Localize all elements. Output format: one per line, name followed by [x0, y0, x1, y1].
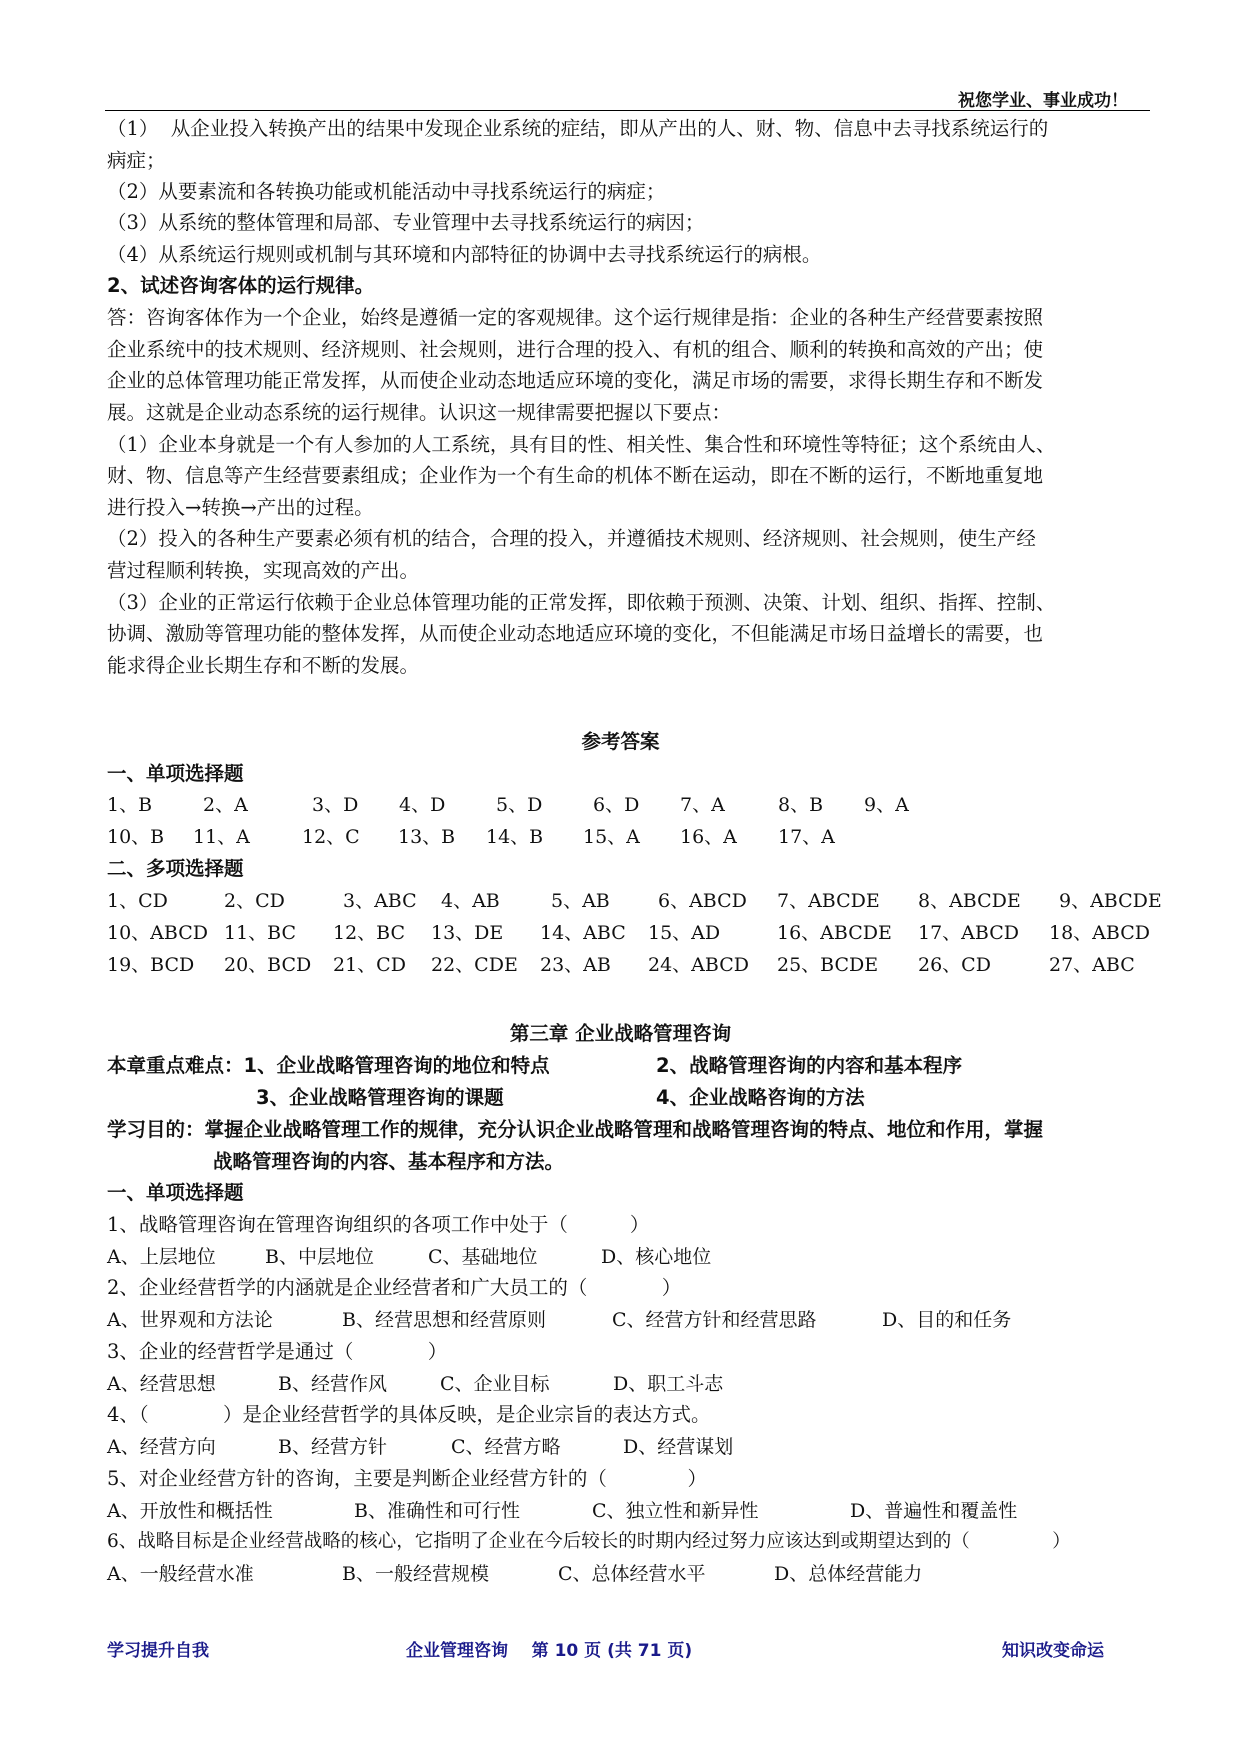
answer-cell: 13、DE [431, 922, 504, 944]
option: A、一般经营水准 [107, 1563, 254, 1585]
answer-cell: 4、D [399, 794, 446, 816]
answer-line: （1）企业本身就是一个有人参加的人工系统，具有目的性、相关性、集合性和环境性等特征；这个系统由人、 [107, 433, 1056, 456]
option: C、经营方略 [451, 1436, 561, 1458]
section-heading: 一、单项选择题 [107, 762, 244, 785]
answer-cell: 17、A [778, 826, 835, 848]
option: B、经营方针 [278, 1436, 387, 1458]
footer-right: 知识改变命运 [1002, 1641, 1104, 1661]
section-heading: 一、单项选择题 [107, 1181, 244, 1204]
answer-cell: 5、AB [551, 890, 610, 912]
option: B、中层地位 [265, 1246, 374, 1268]
option: B、准确性和可行性 [354, 1500, 520, 1522]
answer-cell: 8、ABCDE [918, 890, 1021, 912]
answer-cell: 2、CD [224, 890, 285, 912]
answer-cell: 15、AD [648, 922, 721, 944]
intro-line: （1） 从企业投入转换产出的结果中发现企业系统的症结，即从产出的人、财、物、信息中去寻找系统运行的 [107, 117, 1049, 140]
answer-line: 答：咨询客体作为一个企业，始终是遵循一定的客观规律。这个运行规律是指：企业的各种生产经营要素按照 [107, 306, 1044, 329]
study-goal: 战略管理咨询的内容、基本程序和方法。 [213, 1150, 565, 1173]
option: C、基础地位 [428, 1246, 538, 1268]
answer-cell: 6、ABCD [658, 890, 747, 912]
answer-cell: 25、BCDE [777, 954, 879, 976]
answer-cell: 7、A [680, 794, 725, 816]
intro-line: 病症； [107, 149, 166, 172]
option: A、上层地位 [107, 1246, 216, 1268]
answer-cell: 11、A [193, 826, 250, 848]
page-header [105, 88, 1150, 111]
answer-cell: 16、A [680, 826, 737, 848]
option: C、经营方针和经营思路 [612, 1309, 817, 1331]
answer-cell: 19、BCD [107, 954, 195, 976]
answer-line: 财、物、信息等产生经营要素组成；企业作为一个有生命的机体不断在运动，即在不断的运行，不断地重复地 [107, 464, 1044, 487]
answer-line: 展。这就是企业动态系统的运行规律。认识这一规律需要把握以下要点： [107, 401, 732, 424]
answer-cell: 14、ABC [540, 922, 626, 944]
answer-line: 企业系统中的技术规则、经济规则、社会规则，进行合理的投入、有机的组合、顺利的转换和高效的产出；使 [107, 338, 1044, 361]
answer-cell: 9、A [864, 794, 909, 816]
answer-cell: 14、B [486, 826, 544, 848]
answer-line: （2）投入的各种生产要素必须有机的结合，合理的投入，并遵循技术规则、经济规则、社会规则，使生产经 [107, 527, 1036, 550]
key-points: 本章重点难点：1、企业战略管理咨询的地位和特点 [107, 1054, 550, 1077]
option: D、总体经营能力 [774, 1563, 923, 1585]
answer-line: 企业的总体管理功能正常发挥，从而使企业动态地适应环境的变化，满足市场的需要，求得长期生存和不断发 [107, 369, 1044, 392]
answer-cell: 4、AB [441, 890, 500, 912]
answer-line: 进行投入→转换→产出的过程。 [107, 496, 374, 519]
answer-cell: 12、BC [333, 922, 406, 944]
option: C、企业目标 [440, 1373, 550, 1395]
answer-cell: 18、ABCD [1049, 922, 1150, 944]
intro-line: （3）从系统的整体管理和局部、专业管理中去寻找系统运行的病因； [107, 211, 705, 234]
option: A、经营方向 [107, 1436, 216, 1458]
intro-line: （2）从要素流和各转换功能或机能活动中寻找系统运行的病症； [107, 180, 666, 203]
answers-title: 参考答案 [581, 730, 660, 753]
footer-page-info: 企业管理咨询 第 10 页 (共 71 页) [406, 1641, 693, 1661]
answer-line: （3）企业的正常运行依赖于企业总体管理功能的正常发挥，即依赖于预测、决策、计划、组织、指挥、控制、 [107, 591, 1056, 614]
answer-cell: 12、C [302, 826, 360, 848]
answer-cell: 23、AB [540, 954, 611, 976]
answer-cell: 3、D [312, 794, 359, 816]
answer-cell: 2、A [203, 794, 248, 816]
answer-cell: 10、B [107, 826, 165, 848]
answer-cell: 22、CDE [431, 954, 518, 976]
answer-cell: 10、ABCD [107, 922, 208, 944]
answer-cell: 26、CD [918, 954, 991, 976]
option: D、经营谋划 [623, 1436, 734, 1458]
answer-cell: 17、ABCD [918, 922, 1019, 944]
answer-cell: 7、ABCDE [777, 890, 880, 912]
answer-cell: 16、ABCDE [777, 922, 892, 944]
option: B、经营思想和经营原则 [342, 1309, 546, 1331]
answer-cell: 21、CD [333, 954, 406, 976]
answer-cell: 11、BC [224, 922, 297, 944]
answer-line: 协调、激励等管理功能的整体发挥，从而使企业动态地适应环境的变化，不但能满足市场日益增长的需要，也 [107, 622, 1044, 645]
answer-cell: 15、A [583, 826, 640, 848]
answer-line: 能求得企业长期生存和不断的发展。 [107, 654, 420, 677]
option: A、世界观和方法论 [107, 1309, 273, 1331]
option: B、经营作风 [278, 1373, 387, 1395]
key-points: 2、战略管理咨询的内容和基本程序 [656, 1054, 963, 1077]
answer-cell: 3、ABC [343, 890, 417, 912]
question-title: 2、试述咨询客体的运行规律。 [107, 274, 375, 297]
answer-cell: 27、ABC [1049, 954, 1135, 976]
option: A、开放性和概括性 [107, 1500, 273, 1522]
key-points: 4、企业战略咨询的方法 [656, 1086, 865, 1109]
answer-cell: 9、ABCDE [1059, 890, 1162, 912]
answer-line: 营过程顺利转换，实现高效的产出。 [107, 559, 420, 582]
question: 2、企业经营哲学的内涵就是企业经营者和广大员工的（ ） [107, 1276, 682, 1299]
option: D、职工斗志 [613, 1373, 724, 1395]
option: C、独立性和新异性 [592, 1500, 759, 1522]
header-motto: 祝您学业、事业成功！ [958, 91, 1128, 111]
question: 5、对企业经营方针的咨询，主要是判断企业经营方针的（ ） [107, 1467, 707, 1490]
answer-cell: 8、B [778, 794, 824, 816]
study-goal: 学习目的：掌握企业战略管理工作的规律，充分认识企业战略管理和战略管理咨询的特点、地位和作用，掌握 [107, 1118, 1044, 1141]
intro-line: （4）从系统运行规则或机制与其环境和内部特征的协调中去寻找系统运行的病根。 [107, 243, 822, 266]
answer-cell: 1、CD [107, 890, 168, 912]
answer-cell: 24、ABCD [648, 954, 749, 976]
question: 6、战略目标是企业经营战略的核心，它指明了企业在今后较长的时期内经过努力应该达到或期望达到的（ ） [107, 1531, 1071, 1552]
section-heading: 二、多项选择题 [107, 857, 244, 880]
answer-cell: 20、BCD [224, 954, 312, 976]
question: 3、企业的经营哲学是通过（ ） [107, 1340, 448, 1363]
answer-cell: 13、B [398, 826, 456, 848]
question: 4、（ ）是企业经营哲学的具体反映，是企业宗旨的表达方式。 [107, 1403, 711, 1426]
option: D、核心地位 [601, 1246, 712, 1268]
option: B、一般经营规模 [342, 1563, 489, 1585]
option: D、普遍性和覆盖性 [850, 1500, 1018, 1522]
question: 1、战略管理咨询在管理咨询组织的各项工作中处于（ ） [107, 1213, 650, 1236]
option: C、总体经营水平 [558, 1563, 706, 1585]
answer-cell: 6、D [593, 794, 640, 816]
answer-cell: 1、B [107, 794, 153, 816]
answer-cell: 5、D [496, 794, 543, 816]
chapter-title: 第三章 企业战略管理咨询 [509, 1022, 732, 1045]
option: D、目的和任务 [882, 1309, 1012, 1331]
option: A、经营思想 [107, 1373, 216, 1395]
footer-left: 学习提升自我 [107, 1641, 209, 1661]
key-points: 3、企业战略管理咨询的课题 [256, 1086, 504, 1109]
